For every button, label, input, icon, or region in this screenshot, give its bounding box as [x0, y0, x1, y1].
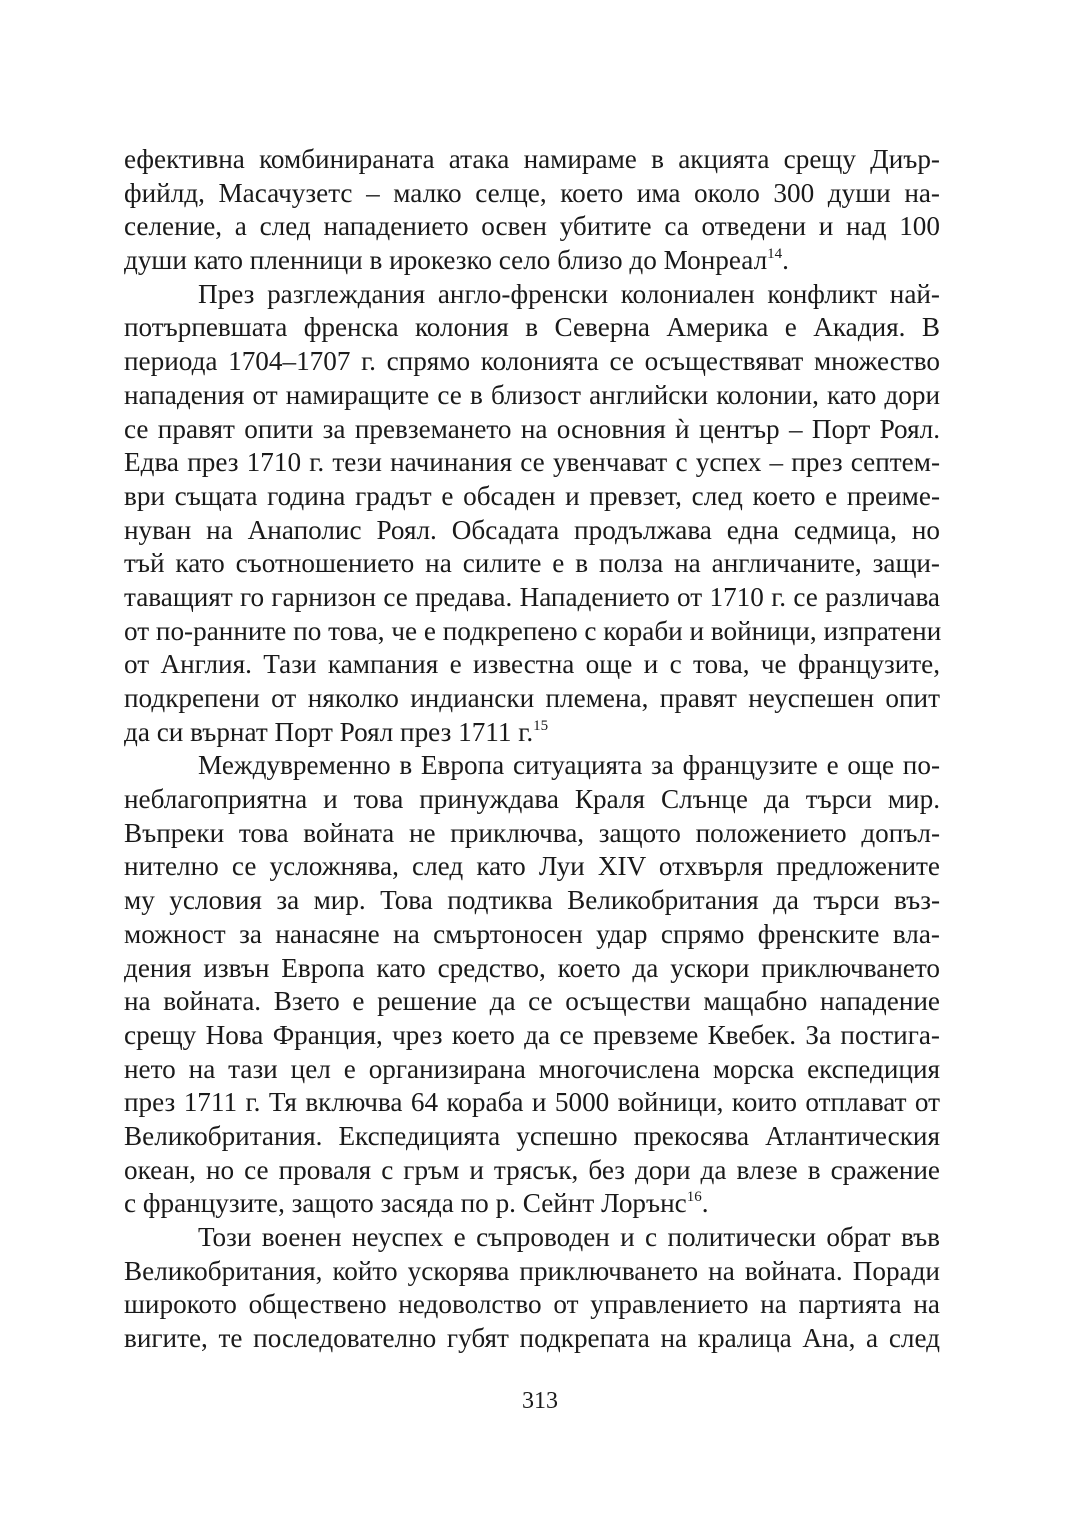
text-line: Едва през 1710 г. тези начинания се увенчават с успех – през септем- — [124, 447, 940, 478]
text-line: Въпреки това войната не приключва, защото положението допъл- — [124, 817, 940, 848]
text-line: вигите, те последователно губят подкрепата на кралица Ана, а след — [124, 1323, 940, 1354]
text-line: нително се усложнява, след като Луи XIV отхвърля предложените — [124, 851, 940, 882]
text-line: на войната. Взето е решение да се осъществи мащабно нападение — [124, 986, 940, 1017]
paragraph — [124, 1221, 940, 1356]
text-line: През разглеждания англо-френски колониален конфликт най- — [198, 278, 940, 309]
text-line: можност за нанасяне на смъртоносен удар спрямо френските вла- — [124, 918, 940, 949]
footnote-marker[interactable]: 16 — [686, 1189, 702, 1206]
text-line: дения извън Европа като средство, което да ускори приключването — [124, 952, 940, 983]
text-line: Великобритания. Експедицията успешно прекосява Атлантическия — [124, 1120, 940, 1151]
paragraph — [124, 278, 940, 750]
text-line: Този военен неуспех е съпроводен и с политически обрат във — [198, 1222, 940, 1252]
text-line: от по-ранните по това, че е подкрепено с кораби и войници, изпратени — [124, 615, 942, 646]
text-line: му условия за мир. Това подтиква Великобритания да търси въз- — [124, 885, 940, 916]
text-line: потърпевшата френска колония в Северна Америка е Акадия. В — [124, 312, 940, 343]
text-line: подкрепени от няколко индиански племена, правят неуспешен опит — [124, 683, 940, 713]
text-line: се правят опити за превземането на основния ѝ център – Порт Роял. — [124, 413, 940, 444]
paragraph — [124, 749, 940, 1221]
text-line: да си върнат Порт Роял през 1711 г.$^{15}$ — [124, 716, 549, 747]
text-line: от Англия. Тази кампания е известна още и с това, че французите, — [124, 649, 940, 680]
text-line: ефективна комбинираната атака намираме в акцията срещу Диър- — [124, 144, 940, 174]
text-line: океан, но се проваля с гръм и трясък, без дори да влезе в сражение — [124, 1154, 940, 1185]
text-line: таващият го гарнизон се предава. Нападението от 1710 г. се различава — [124, 581, 940, 612]
text-line: души като пленници в ирокезко село близо до Монреал$^{14}$. — [124, 245, 789, 276]
text-line: нето на тази цел е организирана многочислена морска експедиция — [124, 1053, 940, 1084]
text-line: широкото обществено недоволство от управлението на партията на — [124, 1289, 940, 1320]
text-line: селение, а след нападението освен убитите са отведени и над 100 — [124, 211, 940, 242]
text-line: фийлд, Масачузетс – малко селце, което има около 300 души на- — [124, 177, 940, 208]
text-line: с французите, защото засяда по р. Сейнт Лорънс$^{16}$. — [124, 1188, 709, 1219]
paragraph — [124, 143, 940, 278]
footnote-marker[interactable]: 15 — [533, 717, 549, 734]
text-line: нуван на Анаполис Роял. Обсадата продължава една седмица, но — [124, 514, 940, 545]
text-line: през 1711 г. Тя включва 64 кораба и 5000 войници, които отплават от — [124, 1087, 940, 1118]
text-line: тъй като съотношението на силите е в полза на англичаните, защи- — [124, 548, 940, 579]
text-line: периода 1704–1707 г. спрямо колонията се осъществяват множество — [124, 346, 940, 377]
text-line: Междувременно в Европа ситуацията за французите е още по- — [198, 750, 940, 781]
text-line: нападения от намиращите се в близост английски колонии, като дори — [124, 379, 940, 410]
page-number: 313 — [522, 1388, 558, 1414]
body-text — [124, 143, 940, 1356]
text-line: Великобритания, който ускорява приключването на войната. Поради — [124, 1255, 940, 1286]
text-line: срещу Нова Франция, чрез което да се превземе Квебек. За постига- — [124, 1019, 940, 1050]
text-line: неблагоприятна и това принуждава Краля Слънце да търси мир. — [124, 784, 940, 815]
footnote-marker[interactable]: 14 — [767, 246, 783, 263]
text-line: ври същата година градът е обсаден и превзет, след което е преиме- — [124, 480, 940, 511]
